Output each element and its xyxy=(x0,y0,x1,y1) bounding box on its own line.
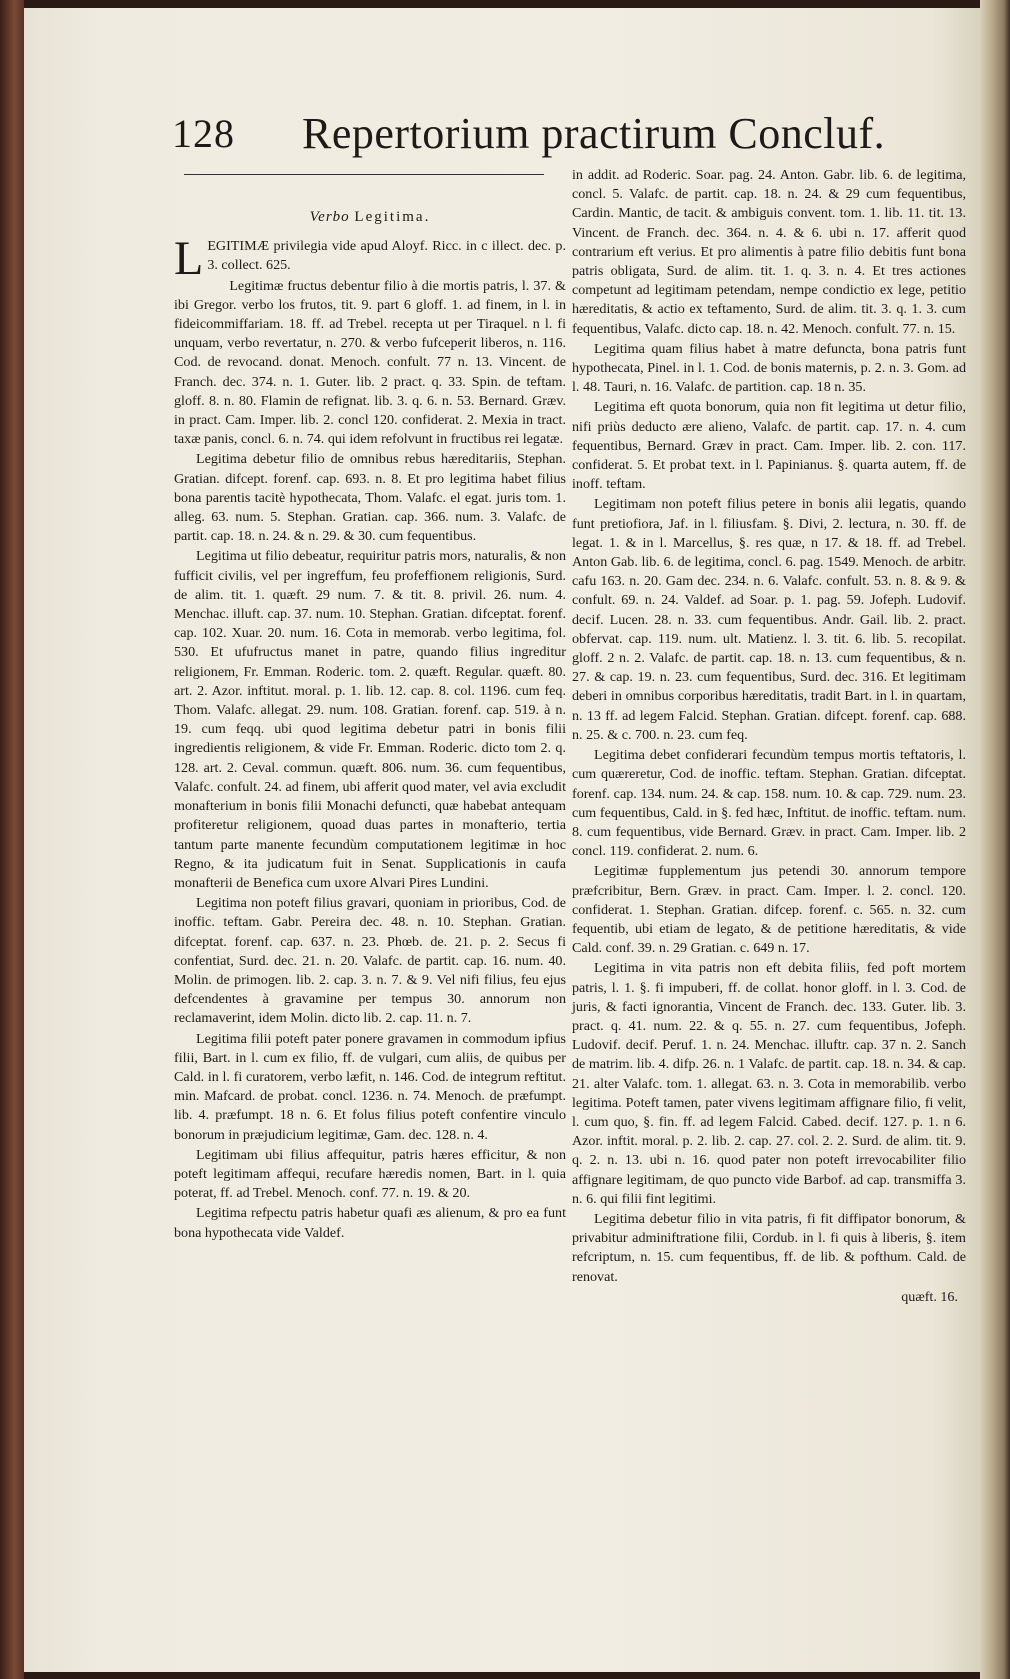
section-heading: Verbo Legitima. xyxy=(309,209,431,225)
paragraph: Legitima ut filio debeatur, requiritur patris mors, naturalis, & non fufficit civilis, vel per ingreffum, feu profeffionem religionis, Surd. de alim. tit. 1. quæft. 29 num. 7. & tit. 8. privil. 26. num. 4. Menchac. illuft. cap. 37. num. 10. Stephan. Gratian. difceptat. forenf. cap. 102. Xuar. 20. num. 16. Cota in memorab. verbo legitima, fol. 530. Et ufufructus manet in patre, quando filius ingreditur religionem, Fr. Emman. Roderic. tom. 2. quæft. Regular. quæft. 80. art. 2. Azor. inftitut. moral. p. 1. lib. 12. cap. 8. col. 1196. cum feq. Thom. Valafc. allegat. 29. num. 108. Gratian. forenf. cap. 519. à n. 19. cum feqq. ubi quod legitima debetur patri in bonis filii ingredientis religionem, & vide Fr. Emman. Roderic. dicto tom 2. q. 128. art. 2. Ceval. commun. quæft. 806. num. 36. cum fequentibus, Valafc. confult. 24. ad finem, ubi afferit quod mater, vel avia excludit monafterium in bonis filii Monachi defuncti, quæ habebat antequam profiteretur religionem, quoad duas partes in monafterio, tertia tantum parte manente fecundùm computationem legitimæ in hoc Regno, & ita judicatum fuit in Senat. Supplicationis in caufa monafterii de Benefica cum uxore Alvari Pires Lundini. xyxy=(174,548,566,891)
paragraph: Legitimæ fructus debentur filio à die mortis patris, l. 37. & ibi Gregor. verbo los frutos, tit. 9. part 6 gloff. 1. ad finem, in l. in fideicommiffariam. 18. ff. ad Trebel. recepta ut per Tiraquel. n l. fi unquam, verbo revertatur, n. 270. & verbo fufceperit liberos, n. 116. Cod. de revocand. donat. Menoch. confult. 77 n. 13. Vincent. de Franch. dec. 374. n. 1. Guter. lib. 2 pract. q. 33. Spin. de teftam. gloff. 8. n. 80. Flamin de refignat. lib. 3. q. 6. n. 53. Bernard. Græv. in pract. Cam. Imper. lib. 2. concl 120. confiderat. 2. Mexia in tract. taxæ panis, concl. 6. n. 74. qui idem refolvunt in fructibus rei legatæ. xyxy=(174,277,566,448)
right-column xyxy=(572,166,966,1307)
paragraph: LEGITIMÆ privilegia vide apud Aloyf. Ricc. in c illect. dec. p. 3. collect. 625. xyxy=(174,232,566,286)
paragraph: Legitima debet confiderari fecundùm tempus mortis teftatoris, l. cum quæreretur, Cod. de inoffic. teftam. Stephan. Gratian. difceptat. forenf. cap. 134. num. 24. & cap. 158. num. 10. & cap. 729. num. 23. cum fequentibus, Cald. in §. fed hæc, Inftitut. de inoffic. teftam. num. 8. cum fequentibus, vide Bernard. Græv. in pract. Cam. Imper. lib. 2 concl. 119. confiderat. 2. num. 6. xyxy=(572,747,966,860)
running-head xyxy=(172,108,952,158)
paragraph: Legitima debetur filio in vita patris, fi fit diffipator bonorum, & privabitur adminiftratione filii, Cordub. in l. fi quis à liberis, §. item refcriptum, n. 15. cum fequentibus, ff. de lib. & pofthum. Cald. de renovat. xyxy=(572,1210,966,1285)
paragraph: Legitima debetur filio de omnibus rebus hæreditariis, Stephan. Gratian. difcept. forenf. cap. 693. n. 8. Et pro legitima habet filius bona parentis tacitè hypothecata, Thom. Valafc. el egat. juris tom. 1. alleg. 63. num. 5. Stephan. Gratian. cap. 366. num. 3. Valafc. de partit. cap. 18. n. 24. & n. 29. & 30. cum fequentibus. xyxy=(174,451,566,545)
paragraph: Legitimam ubi filius affequitur, patris hæres efficitur, & non poteft legitimam affequi, recufare hæredis nomen, Bart. in l. quia poterat, ff. ad Trebel. Menoch. conf. 77. n. 19. & 20. xyxy=(174,1146,566,1202)
page-number: 128 xyxy=(172,111,235,156)
book-spine xyxy=(0,0,24,1679)
paragraph: in addit. ad Roderic. Soar. pag. 24. Anton. Gabr. lib. 6. de legitima, concl. 5. Valafc. de partit. cap. 18. n. 24. & 29 cum fequentibus, Cardin. Mantic, de tacit. & ambiguis convent. tom. 1. lib. 11. tit. 13. Vincent. de Franch. dec. 364. n. 4. & 6. ubi n. 17. afferit quod contrarium eft verius. Et pro alimentis à patre filio debitis funt bona patris obligata, Surd. de alim. tit. 1. q. 3. n. 4. Et tres actiones competunt ad legitimam petendam, nempe condictio ex lege, petitio hæreditatis, & actio ex teftamento, Surd. de alim. tit. 3. q. 1. 3. cum fequentibus, Valafc. dicto cap. 18. n. 42. Menoch. confult. 77. n. 15. xyxy=(572,167,966,337)
catchword: quæft. 16. xyxy=(901,1288,958,1305)
left-column xyxy=(174,184,566,1244)
heading-rule xyxy=(184,174,544,175)
paragraph: Legitimam non poteft filius petere in bonis alii legatis, quando funt pretiofiora, Jaf. in l. filiusfam. §. Divi, 2. lectura, n. 30. ff. de legat. 1. & in l. Marcellus, §. res quæ, n 17. & 18. ff. ad Trebel. Anton Gab. lib. 6. de legitima, concl. 6. pag. 1549. Menoch. de arbitr. cafu 163. n. 20. Gam dec. 234. n. 6. Valafc. confult. 53. n. 8. & 9. & confult. 69. n. 24. Valdef. ad Soar. p. 1. pag. 59. Jofeph. Ludovif. decif. Lucen. 28. n. 33. cum fequentibus. Andr. Gail. lib. 2. pract. obfervat. cap. 119. num. ult. Matienz. l. 3. tit. 6. lib. 5. recopilat. gloff. 2 n. 2. Valafc. de partit. cap. 18. n. 13. cum fequentibus, & n. 27. & cap. 19. n. 23. cum fequentibus, Surd. dec. 316. Et legitimam deberi in omnibus corporibus hæreditatis, tradit Bart. in l. in quartam, n. 13 ff. ad legem Falcid. Stephan. Gratian. difcept. forenf. cap. 688. n. 25. & c. 700. n. 23. cum feq. xyxy=(572,496,966,743)
paragraph: Legitima filii poteft pater ponere gravamen in commodum ipfius filii, Bart. in l. cum ex filio, ff. de vulgari, cum aliis, de quibus per Cald. in l. fi curatorem, verbo læfit, n. 146. Cod. de integrum reftitut. min. Mafcard. de probat. concl. 1236. n. 74. Menoch. de præfumpt. lib. 4. præfumpt. 18 n. 6. Et folus filius poteft confentire vinculo bonorum in præjudicium legitimæ, Gam. dec. 128. n. 4. xyxy=(174,1030,566,1143)
page-title: Repertorium practirum Concluf. xyxy=(302,109,886,158)
page-edges xyxy=(980,0,1010,1679)
paragraph: Legitima in vita patris non eft debita filiis, fed poft mortem patris, l. 1. §. fi impuberi, ff. de collat. honor gloff. in l. 3. Cod. de juris, & facti ignorantia, Vincent de Franch. dec. 133. Guter. lib. 3. pract. q. 41. num. 22. & q. 55. n. 27. cum fequentibus, Jofeph. Ludovif. decif. Peruf. 1. n. 24. Menchac. illuftr. cap. 37 n. 2. Sanch de matrim. lib. 4. difp. 26. n. 1 Valafc. de partit. cap. 18. n. 34. & cap. 21. alter Valafc. tom. 1. allegat. 63. n. 3. Cota in memorabilib. verbo legitima. Poteft tamen, pater vivens legitimam affignare filio, fi velit, l. cum quo, §. fin. ff. ad legem Falcid. Cabed. decif. 127. p. 1. n 6. Azor. inftit. moral. p. 2. lib. 2. cap. 27. col. 2. 2. Surd. de alim. tit. 9. q. 2. n. 13. ubi n. 16. quod pater non poteft irrevocabiliter filio affignare legitimam, de quo puncto vide Barbof. ad cap. transmiffa 3. n. 6. qui filii fint legitimi. xyxy=(572,960,966,1207)
paragraph: Legitima quam filius habet à matre defuncta, bona patris funt hypothecata, Pinel. in l. 1. Cod. de bonis maternis, p. 2. n. 3. Gom. ad l. 48. Tauri, n. 16. Valafc. de partition. cap. 18 n. 35. xyxy=(572,340,966,396)
paragraph: Legitima non poteft filius gravari, quoniam in prioribus, Cod. de inoffic. teftam. Gabr. Pereira dec. 48. n. 10. Stephan. Gratian. difceptat. forenf. cap. 637. n. 23. Phœb. de. 21. p. 2. Secus fi confentiat, Surd. dec. 21. n. 20. Valafc. de partit. cap. 16. num. 40. Molin. de primogen. lib. 2. cap. 3. n. 7. & 9. Vel nifi filius, feu ejus defcendentes à gravamine per tempus 30. annorum non reclamaverint, idem Molin. dicto lib. 2. cap. 11. n. 7. xyxy=(174,895,566,1027)
paragraph: Legitimæ fupplementum jus petendi 30. annorum tempore præfcribitur, Bern. Græv. in pract. Cam. Imper. l. 2. concl. 120. confiderat. 1. Stephan. Gratian. difcep. forenf. c. 565. n. 32. cum fequentib, ubi etiam de legato, & de petitione hæreditatis, & vide Cald. conf. 39. n. 29 Gratian. c. 649 n. 17. xyxy=(572,863,966,957)
paragraph: Legitima refpectu patris habetur quafi æs alienum, & pro ea funt bona hypothecata vide Valdef. xyxy=(174,1205,566,1241)
book-page xyxy=(24,8,980,1672)
drop-cap: L xyxy=(174,232,204,286)
paragraph: Legitima eft quota bonorum, quia non fit legitima ut detur filio, nifi priùs deducto ære alieno, Valafc. de partit. cap. 17. n. 4. cum fequentibus, Bernard. Græv in pract. Cam. Imper. lib. 2. con. 117. confiderat. 5. Et probat text. in l. Papinianus. §. quarta autem, ff. de inoff. teftam. xyxy=(572,399,966,493)
